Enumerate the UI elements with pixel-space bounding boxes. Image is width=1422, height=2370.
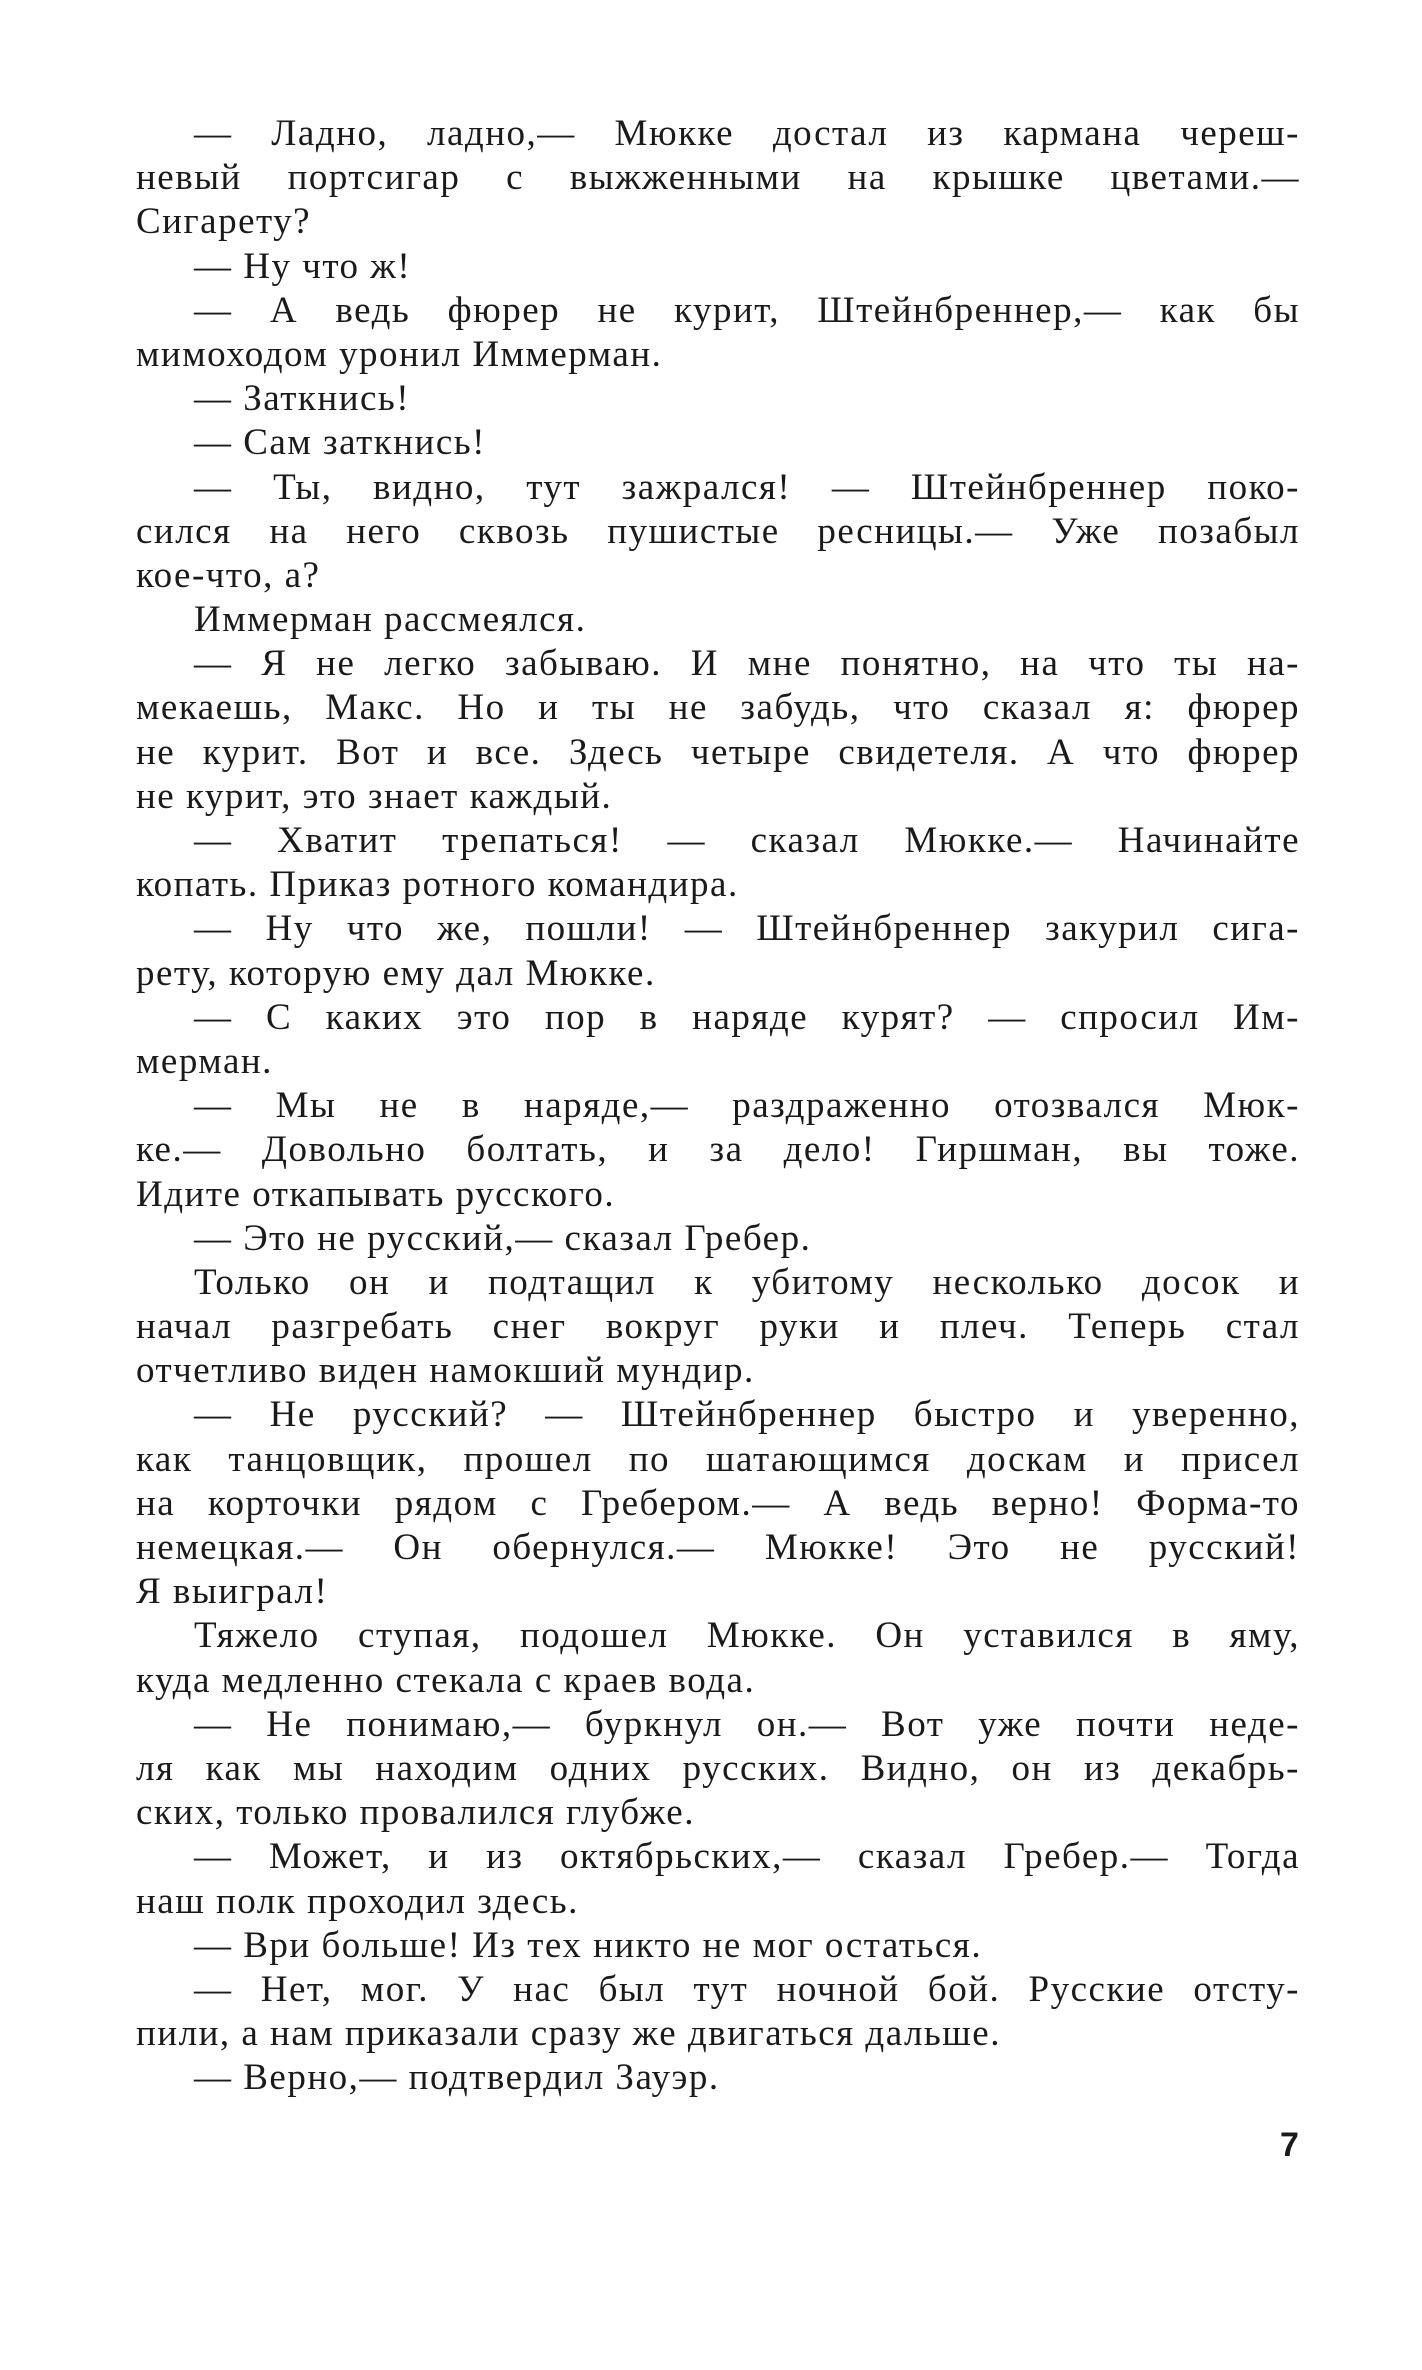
text-line: пили, а нам приказали сразу же двигаться дальше. bbox=[136, 2013, 1001, 2055]
text-line: ля как мы находим одних русских. Видно, он из декабрь- bbox=[136, 1747, 1300, 1789]
page-number: 7 bbox=[1280, 2126, 1299, 2164]
text-line: Я выиграл! bbox=[136, 1571, 329, 1613]
text-line: на корточки рядом с Гребером.— А ведь верно! Форма-то bbox=[136, 1482, 1300, 1524]
text-line: — Ты, видно, тут зажрался! — Штейнбреннер поко- bbox=[194, 466, 1300, 508]
text-line: мерман. bbox=[136, 1040, 273, 1082]
text-line: кое-что, а? bbox=[136, 554, 321, 596]
text-line: мекаешь, Макс. Но и ты не забудь, что сказал я: фюрер bbox=[136, 687, 1300, 729]
text-line: копать. Приказ ротного командира. bbox=[136, 864, 739, 906]
text-line: — Ври больше! Из тех никто не мог остаться. bbox=[194, 1924, 983, 1966]
text-line: — Мы не в наряде,— раздраженно отозвался Мюк- bbox=[194, 1085, 1300, 1127]
text-line: сился на него сквозь пушистые ресницы.— Уже позабыл bbox=[136, 510, 1300, 552]
text-line: — Сам заткнись! bbox=[194, 422, 486, 464]
text-line: — А ведь фюрер не курит, Штейнбреннер,— как бы bbox=[194, 289, 1300, 331]
text-line: мимоходом уронил Иммерман. bbox=[136, 333, 663, 375]
page-text bbox=[136, 112, 1300, 2100]
text-line: рету, которую ему дал Мюкке. bbox=[136, 952, 656, 994]
text-line: немецкая.— Он обернулся.— Мюкке! Это не русский! bbox=[136, 1527, 1300, 1568]
text-line: — Может, и из октябрьских,— сказал Гребер.— Тогда bbox=[194, 1836, 1300, 1878]
text-line: — Не понимаю,— буркнул он.— Вот уже почти неде- bbox=[194, 1703, 1300, 1745]
text-line: — Я не легко забываю. И мне понятно, на что ты на- bbox=[194, 643, 1300, 685]
text-line: — Заткнись! bbox=[194, 378, 411, 420]
text-line: — Ну что же, пошли! — Штейнбреннер закурил сига- bbox=[194, 908, 1300, 950]
text-line: Идите откапывать русского. bbox=[136, 1173, 616, 1215]
text-line: — Верно,— подтвердил Зауэр. bbox=[194, 2057, 720, 2099]
text-line: Сигарету? bbox=[136, 201, 312, 243]
text-line: не курит, это знает каждый. bbox=[136, 775, 613, 817]
text-line: — Хватит трепаться! — сказал Мюкке.— Начинайте bbox=[194, 820, 1300, 861]
text-line: — Не русский? — Штейнбреннер быстро и уверенно, bbox=[194, 1394, 1300, 1436]
text-line: — Ну что ж! bbox=[194, 245, 412, 287]
text-line: ке.— Довольно болтать, и за дело! Гиршман, вы тоже. bbox=[136, 1129, 1300, 1171]
text-line: наш полк проходил здесь. bbox=[136, 1880, 579, 1922]
text-line: — С каких это пор в наряде курят? — спросил Им- bbox=[194, 996, 1300, 1038]
text-line: не курит. Вот и все. Здесь четыре свидетеля. А что фюрер bbox=[136, 731, 1300, 773]
text-line: куда медленно стекала с краев вода. bbox=[136, 1659, 756, 1701]
text-line: невый портсигар с выжженными на крышке цветами.— bbox=[136, 157, 1300, 199]
text-line: ских, только провалился глубже. bbox=[136, 1792, 695, 1834]
text-line: как танцовщик, прошел по шатающимся доскам и присел bbox=[136, 1438, 1300, 1480]
text-line: отчетливо виден намокший мундир. bbox=[136, 1350, 755, 1392]
text-line: начал разгребать снег вокруг руки и плеч. Теперь стал bbox=[136, 1306, 1300, 1348]
text-line: — Ладно, ладно,— Мюкке достал из кармана череш- bbox=[194, 113, 1300, 154]
text-line: Только он и подтащил к убитому несколько досок и bbox=[194, 1261, 1300, 1303]
text-line: — Это не русский,— сказал Гребер. bbox=[194, 1217, 812, 1259]
text-line: Иммерман рассмеялся. bbox=[194, 599, 587, 641]
text-line: — Нет, мог. У нас был тут ночной бой. Русские отсту- bbox=[194, 1968, 1300, 2010]
text-line: Тяжело ступая, подошел Мюкке. Он уставился в яму, bbox=[194, 1615, 1300, 1657]
